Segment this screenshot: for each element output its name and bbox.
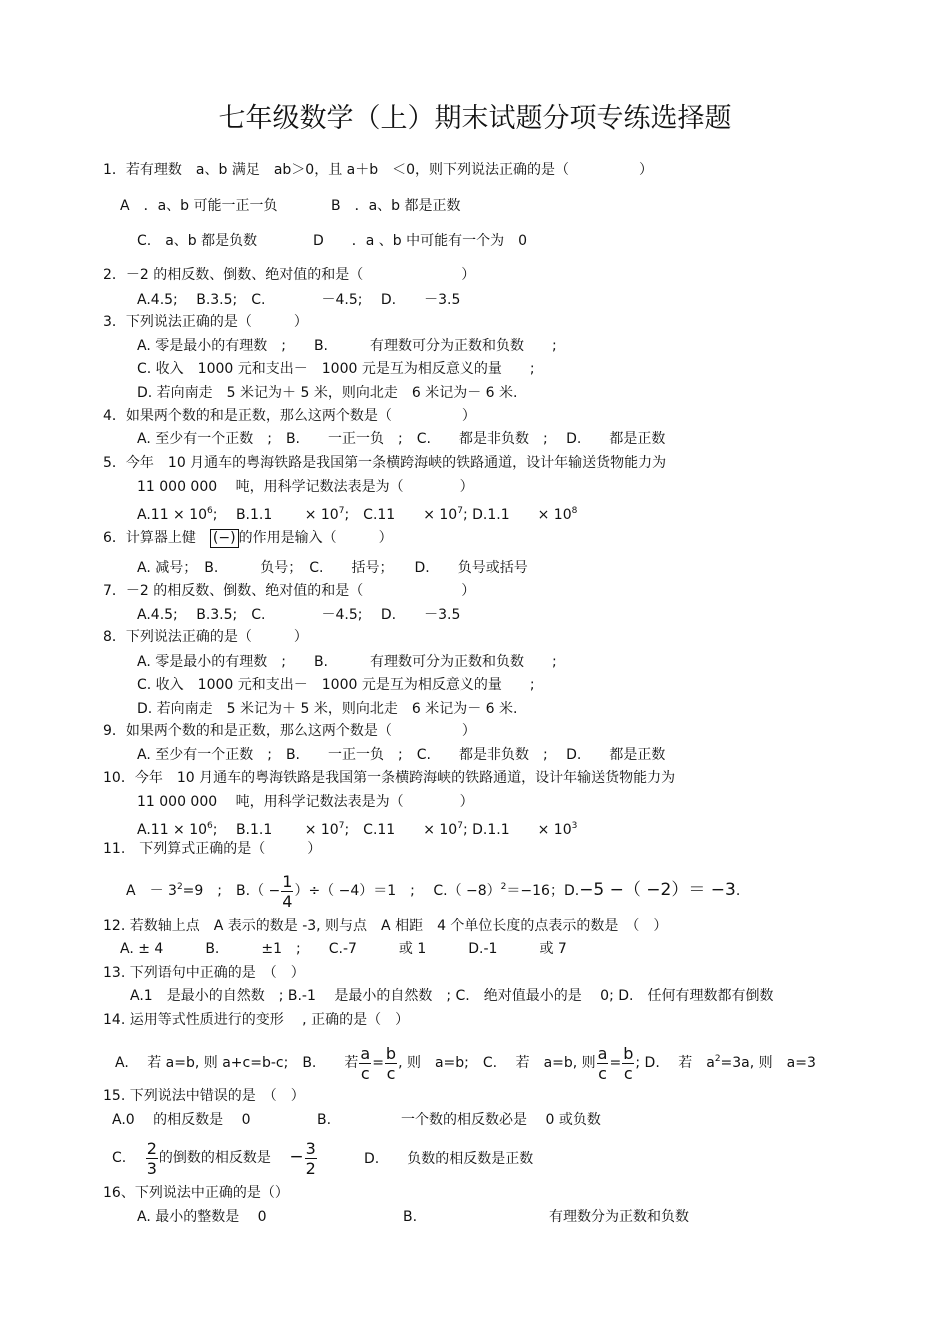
question-7-options: A.4.5; B.3.5; C. －4.5; D. －3.5 xyxy=(137,607,461,623)
question-3-option-c: C. 收入 1000 元和支出－ 1000 元是互为相反意义的量 ; xyxy=(137,361,535,377)
fraction: $\frac{b}{c}$ xyxy=(623,1043,634,1083)
question-15-option-c: C. $\frac{2}{3}$ 的倒数的相反数是 − $\frac{3}{2}$ xyxy=(112,1138,316,1178)
question-5-options: $A.11 \times 10^6$; B.1.1 × $10^7$; C.11 × $10^7$; D.1.1 × $10^8$ xyxy=(137,506,578,523)
question-1-option-d: D ．a 、b 中可能有一个为 0 xyxy=(313,233,528,249)
calculator-key-icon: (−) xyxy=(210,529,239,548)
question-12-stem: 12. 若数轴上点 A 表示的数是 -3, 则与点 A 相距 4 个单位长度的点表示的数是 （ ） xyxy=(103,918,668,934)
question-15-option-b: B. 一个数的相反数必是 0 或负数 xyxy=(317,1112,601,1128)
question-16-option-b: 有理数分为正数和负数 xyxy=(549,1209,689,1225)
question-3-stem: 3．下列说法正确的是（ ） xyxy=(103,314,308,330)
fraction: $\frac{b}{c}$ xyxy=(385,1043,397,1083)
question-13-options: A.1 是最小的自然数 ; B.-1 是最小的自然数 ; C. 绝对值最小的是 0; D. 任何有理数都有倒数 xyxy=(130,988,774,1004)
question-11-options: A － $3^2=9$ ; B.（ − $\frac{1}{4}$ ）÷（ −4）＝1 ; $C.( -8)^2=-16$；D.−5 −（ −2）＝ −3. xyxy=(126,871,741,911)
question-2-stem: 2．－2 的相反数、倒数、绝对值的和是（ ） xyxy=(103,267,476,283)
question-1-option-a: A ．a、b 可能一正一负 xyxy=(120,198,278,214)
question-8-options-ab: A. 零是最小的有理数 ; B. 有理数可分为正数和负数 ; xyxy=(137,654,557,670)
question-12-options: A. ± 4 B. ±1 ; C.-7 或 1 D.-1 或 7 xyxy=(120,941,567,957)
question-16-stem: 16、下列说法中正确的是（） xyxy=(103,1185,289,1201)
question-10-options: $A.11 \times 10^6$; B.1.1 × $10^7$; C.11 × $10^7$; D.1.1 × $10^3$ xyxy=(137,821,578,838)
question-4-stem: 4．如果两个数的和是正数，那么这两个数是（ ） xyxy=(103,408,476,424)
question-10-stem: 10．今年 10 月通车的粤海铁路是我国第一条横跨海峡的铁路通道，设计年输送货物能力为 xyxy=(103,770,676,786)
fraction: $\frac{2}{3}$ xyxy=(146,1138,157,1178)
question-10-stem-cont: 11 000 000 吨，用科学记数法表是为（ ） xyxy=(137,794,474,810)
question-15-option-a: A.0 的相反数是 0 xyxy=(112,1112,251,1128)
question-13-stem: 13. 下列语句中正确的是 （ ） xyxy=(103,965,305,981)
question-4-options: A. 至少有一个正数 ; B. 一正一负 ; C. 都是非负数 ; D. 都是正数 xyxy=(137,431,666,447)
question-1-option-c: C. a、b 都是负数 xyxy=(137,233,258,249)
fraction: $\frac{3}{2}$ xyxy=(305,1138,316,1178)
question-8-option-d: D. 若向南走 5 米记为＋ 5 米，则向北走 6 米记为－ 6 米. xyxy=(137,701,518,717)
question-1-stem: 1．若有理数 a、b 满足 ab＞0，且 a＋b ＜0，则下列说法正确的是（ ） xyxy=(103,162,654,178)
question-15-option-d: D. 负数的相反数是正数 xyxy=(364,1151,534,1167)
question-15-stem: 15. 下列说法中错误的是 （ ） xyxy=(103,1088,305,1104)
question-14-options: A. 若 a=b, 则 a+c=b-c; B. 若 $\frac{a}{c}$ = $\frac{b}{c}$ , 则 a=b; C. 若 a=b, 则 $\frac{a}{c}$ = $\frac{b}{c}$ ; D. 若 $a^2=3a$, 则 a=3 xyxy=(115,1043,816,1083)
question-5-stem-cont: 11 000 000 吨，用科学记数法表是为（ ） xyxy=(137,479,474,495)
question-6-stem: 6．计算器上健 (−) 的作用是输入（ ） xyxy=(103,530,393,546)
fraction: $\frac{1}{4}$ xyxy=(282,871,293,911)
question-14-stem: 14. 运用等式性质进行的变形 , 正确的是（ ） xyxy=(103,1012,410,1028)
question-6-options: A. 减号； B. 负号； C. 括号； D. 负号或括号 xyxy=(137,560,528,576)
fraction: $\frac{a}{c}$ xyxy=(360,1043,371,1083)
question-16-option-b-label: B. xyxy=(403,1209,418,1225)
question-9-stem: 9．如果两个数的和是正数，那么这两个数是（ ） xyxy=(103,723,476,739)
question-8-option-c: C. 收入 1000 元和支出－ 1000 元是互为相反意义的量 ; xyxy=(137,677,535,693)
question-3-options-ab: A. 零是最小的有理数 ; B. 有理数可分为正数和负数 ; xyxy=(137,338,557,354)
question-1-option-b: B ．a、b 都是正数 xyxy=(331,198,461,214)
question-9-options: A. 至少有一个正数 ; B. 一正一负 ; C. 都是非负数 ; D. 都是正数 xyxy=(137,747,666,763)
question-7-stem: 7．－2 的相反数、倒数、绝对值的和是（ ） xyxy=(103,583,476,599)
question-16-option-a: A. 最小的整数是 0 xyxy=(137,1209,267,1225)
question-5-stem: 5．今年 10 月通车的粤海铁路是我国第一条横跨海峡的铁路通道，设计年输送货物能力为 xyxy=(103,455,667,471)
page-title: 七年级数学（上）期末试题分项专练选择题 xyxy=(218,103,732,134)
question-8-stem: 8．下列说法正确的是（ ） xyxy=(103,629,308,645)
question-3-option-d: D. 若向南走 5 米记为＋ 5 米，则向北走 6 米记为－ 6 米. xyxy=(137,385,518,401)
question-2-options: A.4.5; B.3.5; C. －4.5; D. －3.5 xyxy=(137,292,461,308)
fraction: $\frac{a}{c}$ xyxy=(597,1043,608,1083)
question-11-stem: 11. 下列算式正确的是（ ） xyxy=(103,841,322,857)
